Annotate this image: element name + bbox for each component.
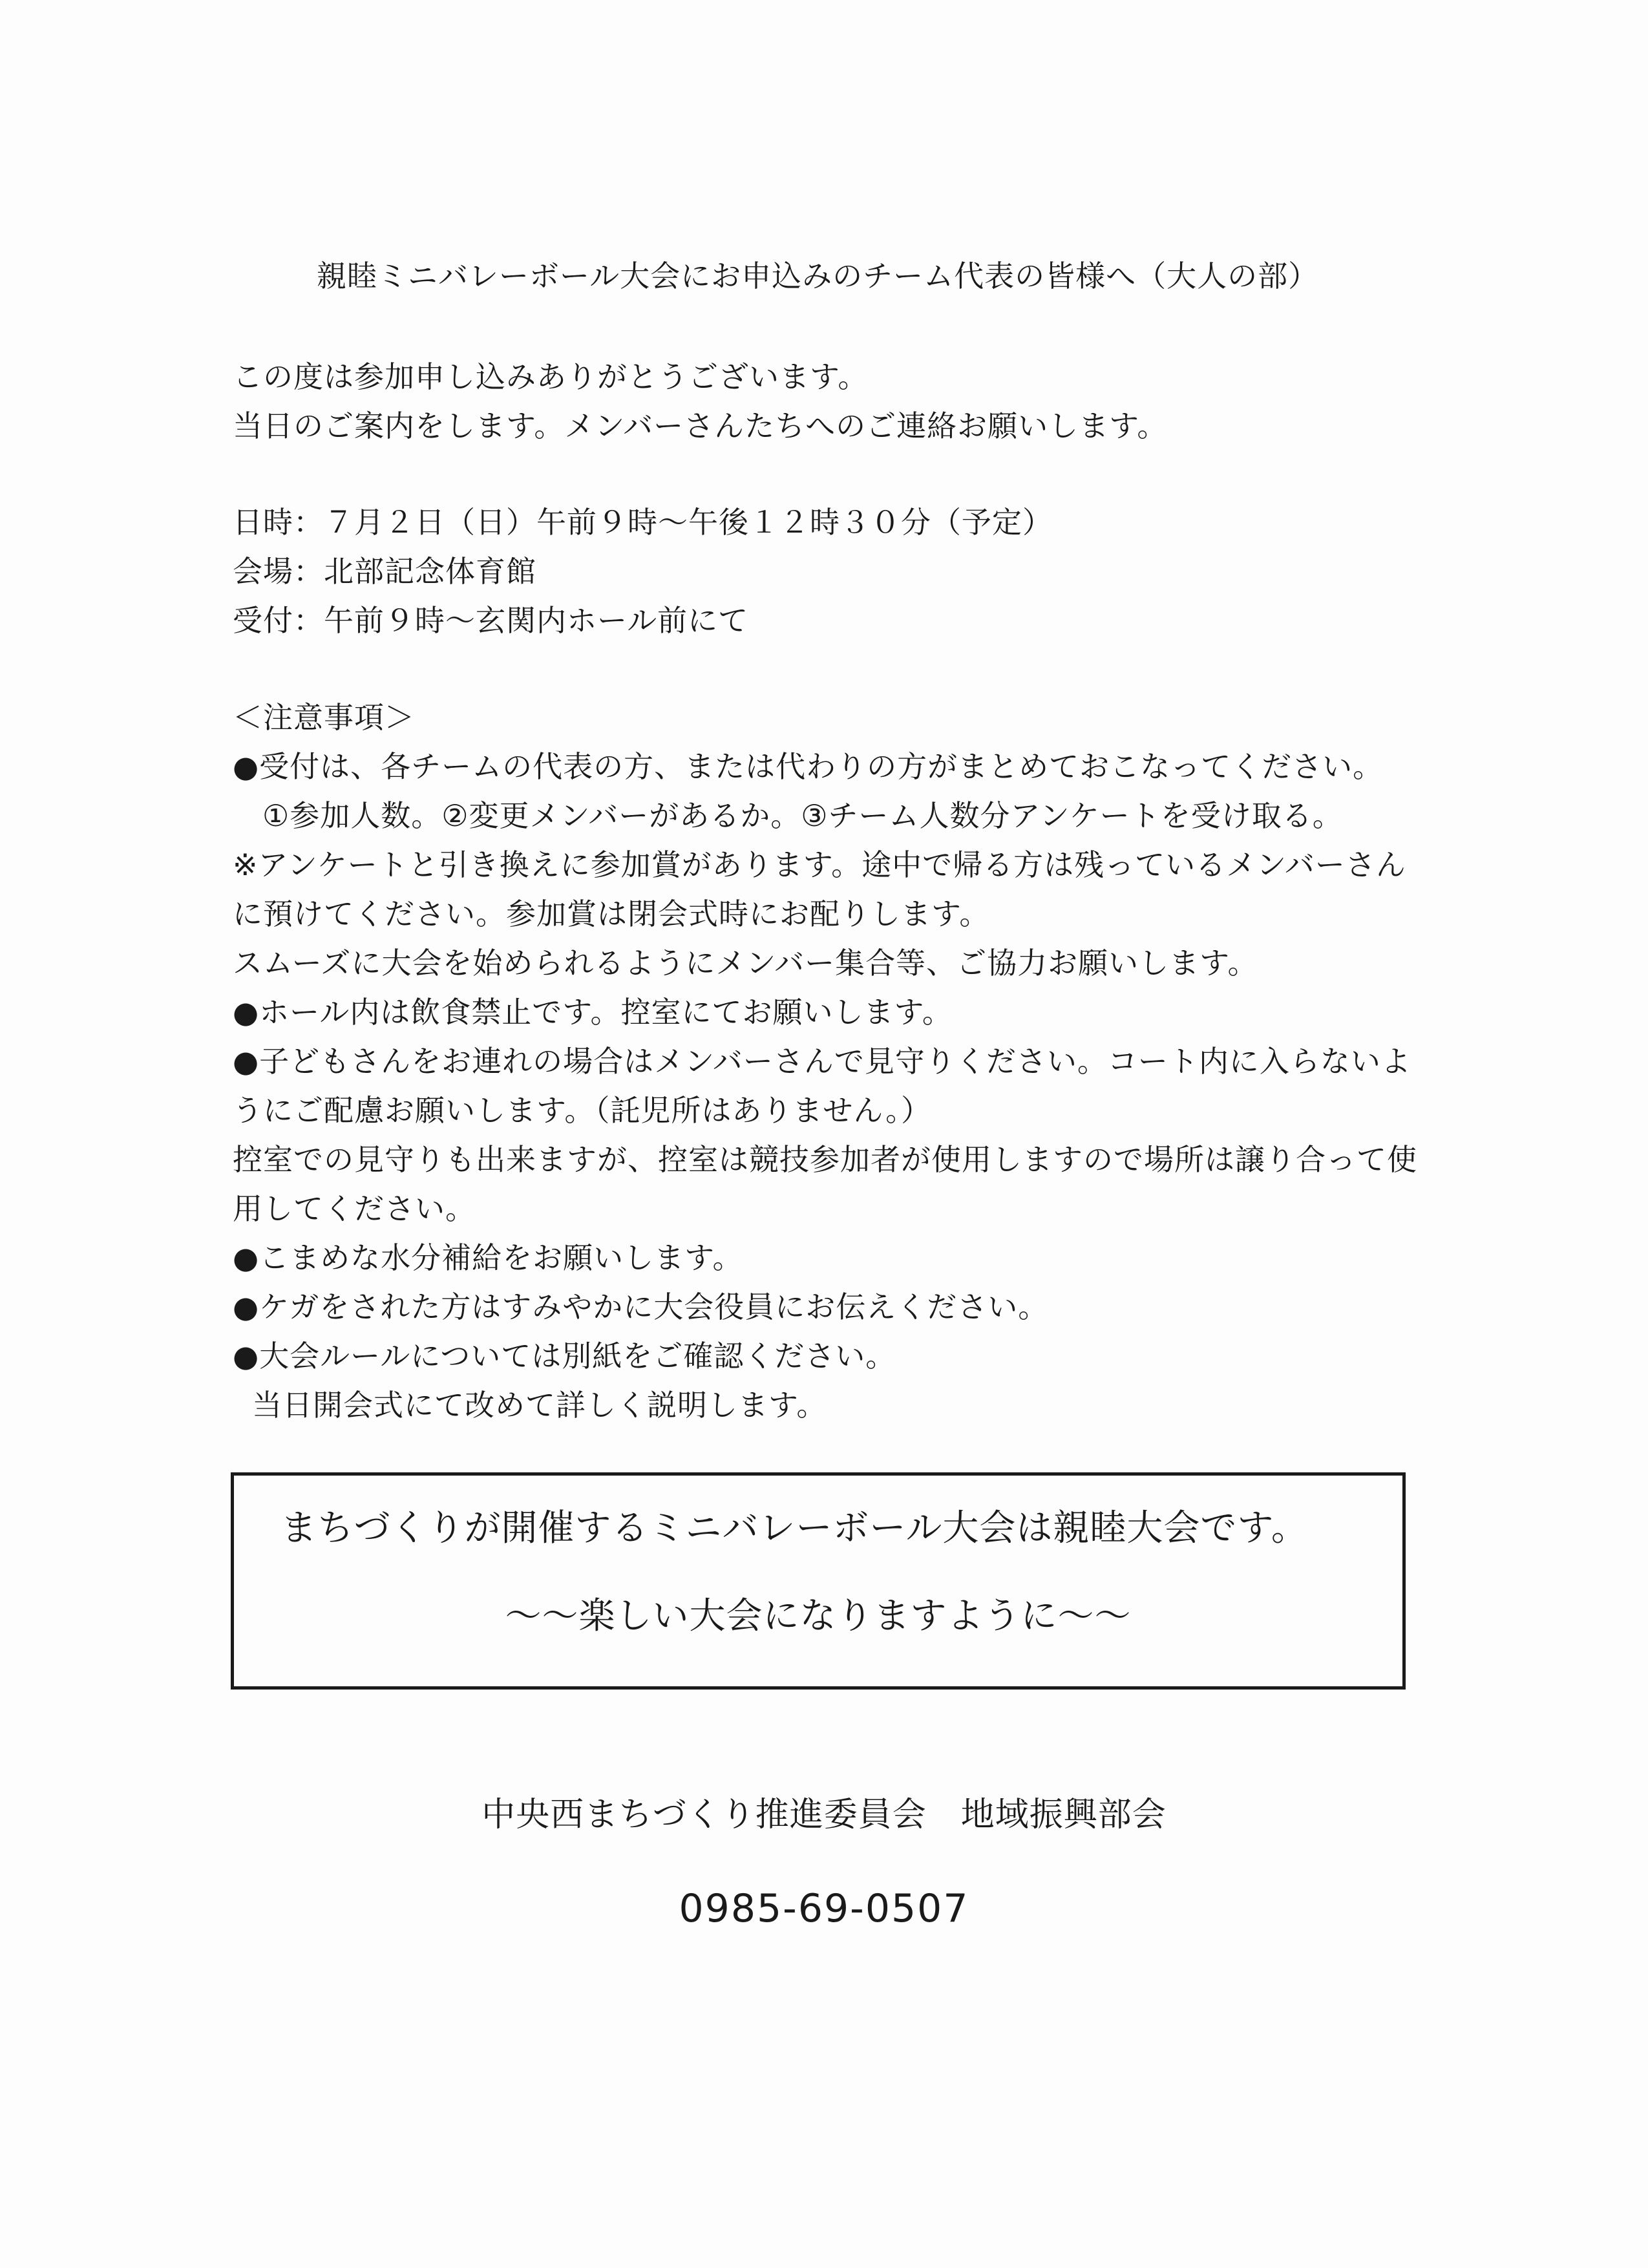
message-box-line: まちづくりが開催するミニバレーボール大会は親睦大会です。: [280, 1507, 1308, 1549]
notes-line: 控室での見守りも出来ますが、控室は競技参加者が使用しますので場所は譲り合って使: [233, 1142, 1417, 1177]
schedule-section: [233, 498, 1461, 645]
notes-line: ●受付は、各チームの代表の方、または代わりの方がまとめておこなってください。: [233, 749, 1384, 784]
notes-line: うにご配慮お願いします。（託児所はありません。）: [233, 1093, 932, 1128]
intro-line: この度は参加申し込みありがとうございます。: [233, 359, 869, 394]
notes-line: スムーズに大会を始められるようにメンバー集合等、ご協力お願いします。: [233, 946, 1258, 980]
notes-line: 当日開会式にて改めて詳しく説明します。: [252, 1388, 827, 1423]
notes-line: ①参加人数。②変更メンバーがあるか。③チーム人数分アンケートを受け取る。: [262, 798, 1343, 833]
notes-line: ※アンケートと引き換えに参加賞があります。途中で帰る方は残っているメンバーさん: [233, 847, 1406, 882]
notes-line: ●子どもさんをお連れの場合はメンバーさんで見守りください。コート内に入らないよ: [233, 1044, 1411, 1079]
schedule-datetime: 日時：７月２日（日）午前９時～午後１２時３０分（予定）: [233, 505, 1053, 540]
notes-section: [233, 693, 1461, 1430]
document-title: 親睦ミニバレーボール大会にお申込みのチーム代表の皆様へ（大人の部）: [317, 259, 1319, 293]
intro-section: [233, 352, 1461, 450]
notes-heading: ＜注意事項＞: [233, 700, 415, 735]
schedule-venue: 会場：北部記念体育館: [233, 554, 536, 589]
notes-line: 用してください。: [233, 1191, 476, 1226]
message-box: [231, 1472, 1406, 1690]
notes-line: に預けてください。参加賞は閉会式時にお配りします。: [233, 896, 990, 931]
notes-line: ●こまめな水分補給をお願いします。: [233, 1240, 743, 1275]
intro-line: 当日のご案内をします。メンバーさんたちへのご連絡お願いします。: [233, 408, 1168, 443]
notes-line: ●ケガをされた方はすみやかに大会役員にお伝えください。: [233, 1289, 1049, 1324]
message-box-line: ～～楽しい大会になりますように～～: [505, 1595, 1132, 1637]
notes-line: ●ホール内は飲食禁止です。控室にてお願いします。: [233, 995, 953, 1030]
phone-number: 0985-69-0507: [679, 1886, 969, 1931]
notes-line: ●大会ルールについては別紙をご確認ください。: [233, 1339, 896, 1373]
schedule-reception: 受付：午前９時～玄関内ホール前にて: [233, 603, 749, 638]
organization-name: 中央西まちづくり推進委員会 地域振興部会: [481, 1796, 1167, 1834]
